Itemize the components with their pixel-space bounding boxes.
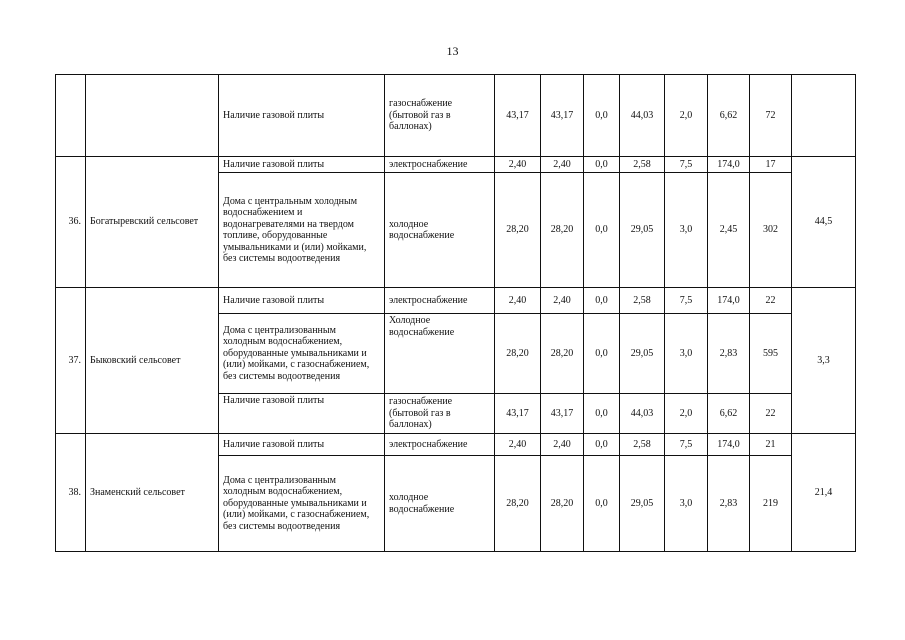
utility-service-cell: электроснабжение [385, 157, 495, 173]
total-cell: 3,3 [792, 288, 856, 434]
value-cell: 7,5 [665, 157, 708, 173]
value-cell: 595 [750, 314, 792, 394]
value-cell: 2,40 [495, 288, 541, 314]
value-cell: 6,62 [708, 394, 750, 434]
housing-description-cell: Наличие газовой плиты [219, 288, 385, 314]
value-cell: 3,0 [665, 314, 708, 394]
value-cell: 3,0 [665, 456, 708, 552]
housing-description-cell: Наличие газовой плиты [219, 75, 385, 157]
table-row [56, 75, 856, 157]
value-cell: 43,17 [541, 394, 584, 434]
value-cell: 2,83 [708, 314, 750, 394]
housing-description-cell: Дома с централизованным холодным водоснабжением, оборудованные умывальниками и (или) мойками, с газоснабжением, без системы водоотведения [219, 314, 385, 394]
housing-description-cell: Дома с централизованным холодным водоснабжением, оборудованные умывальниками и (или) мойками, с газоснабжением, без системы водоотведения [219, 456, 385, 552]
value-cell: 2,83 [708, 456, 750, 552]
housing-description-cell: Наличие газовой плиты [219, 434, 385, 456]
value-cell: 2,58 [620, 434, 665, 456]
utility-service-cell: холодное водоснабжение [385, 173, 495, 288]
row-number-cell: 36. [56, 157, 86, 288]
settlement-name-cell: Быковский сельсовет [86, 288, 219, 434]
value-cell: 3,0 [665, 173, 708, 288]
utility-service-cell: газоснабжение (бытовой газ в баллонах) [385, 394, 495, 434]
housing-description-cell: Наличие газовой плиты [219, 157, 385, 173]
value-cell: 2,40 [541, 434, 584, 456]
value-cell: 0,0 [584, 394, 620, 434]
value-cell: 22 [750, 288, 792, 314]
settlement-name-cell: Знаменский сельсовет [86, 434, 219, 552]
value-cell: 43,17 [495, 394, 541, 434]
value-cell: 0,0 [584, 75, 620, 157]
page-number: 13 [446, 44, 459, 58]
utility-service-cell: электроснабжение [385, 434, 495, 456]
value-cell: 28,20 [495, 314, 541, 394]
value-cell: 0,0 [584, 288, 620, 314]
value-cell: 6,62 [708, 75, 750, 157]
value-cell: 28,20 [541, 456, 584, 552]
value-cell: 2,40 [541, 288, 584, 314]
value-cell: 2,0 [665, 394, 708, 434]
value-cell: 0,0 [584, 173, 620, 288]
value-cell: 7,5 [665, 288, 708, 314]
value-cell: 302 [750, 173, 792, 288]
row-number-cell: 37. [56, 288, 86, 434]
value-cell: 44,03 [620, 394, 665, 434]
value-cell: 2,58 [620, 157, 665, 173]
value-cell: 219 [750, 456, 792, 552]
value-cell: 2,0 [665, 75, 708, 157]
value-cell: 72 [750, 75, 792, 157]
row-number-cell: 38. [56, 434, 86, 552]
value-cell: 174,0 [708, 288, 750, 314]
value-cell: 0,0 [584, 314, 620, 394]
table-row [56, 434, 856, 456]
value-cell: 43,17 [541, 75, 584, 157]
value-cell: 2,45 [708, 173, 750, 288]
total-cell: 21,4 [792, 434, 856, 552]
value-cell: 2,40 [495, 157, 541, 173]
utility-service-cell: газоснабжение (бытовой газ в баллонах) [385, 75, 495, 157]
value-cell: 7,5 [665, 434, 708, 456]
value-cell: 174,0 [708, 157, 750, 173]
value-cell: 28,20 [541, 173, 584, 288]
value-cell: 2,58 [620, 288, 665, 314]
housing-description-cell: Наличие газовой плиты [219, 394, 385, 434]
value-cell: 2,40 [495, 434, 541, 456]
value-cell: 28,20 [495, 173, 541, 288]
row-number-cell [56, 75, 86, 157]
value-cell: 28,20 [495, 456, 541, 552]
total-cell [792, 75, 856, 157]
value-cell: 44,03 [620, 75, 665, 157]
table-row [56, 288, 856, 314]
value-cell: 28,20 [541, 314, 584, 394]
total-cell: 44,5 [792, 157, 856, 288]
utility-service-cell: Холодное водоснабжение [385, 314, 495, 394]
value-cell: 0,0 [584, 157, 620, 173]
value-cell: 17 [750, 157, 792, 173]
value-cell: 0,0 [584, 434, 620, 456]
settlement-name-cell: Богатыревский сельсовет [86, 157, 219, 288]
utility-service-cell: холодное водоснабжение [385, 456, 495, 552]
value-cell: 2,40 [541, 157, 584, 173]
table-row [56, 157, 856, 173]
settlement-name-cell [86, 75, 219, 157]
value-cell: 0,0 [584, 456, 620, 552]
value-cell: 29,05 [620, 314, 665, 394]
value-cell: 21 [750, 434, 792, 456]
utility-service-cell: электроснабжение [385, 288, 495, 314]
value-cell: 43,17 [495, 75, 541, 157]
value-cell: 29,05 [620, 173, 665, 288]
value-cell: 29,05 [620, 456, 665, 552]
housing-description-cell: Дома с центральным холодным водоснабжением и водонагревателями на твердом топливе, оборудованные умывальниками и (или) мойками, без системы водоотведения [219, 173, 385, 288]
value-cell: 174,0 [708, 434, 750, 456]
value-cell: 22 [750, 394, 792, 434]
tariff-table [55, 74, 856, 552]
